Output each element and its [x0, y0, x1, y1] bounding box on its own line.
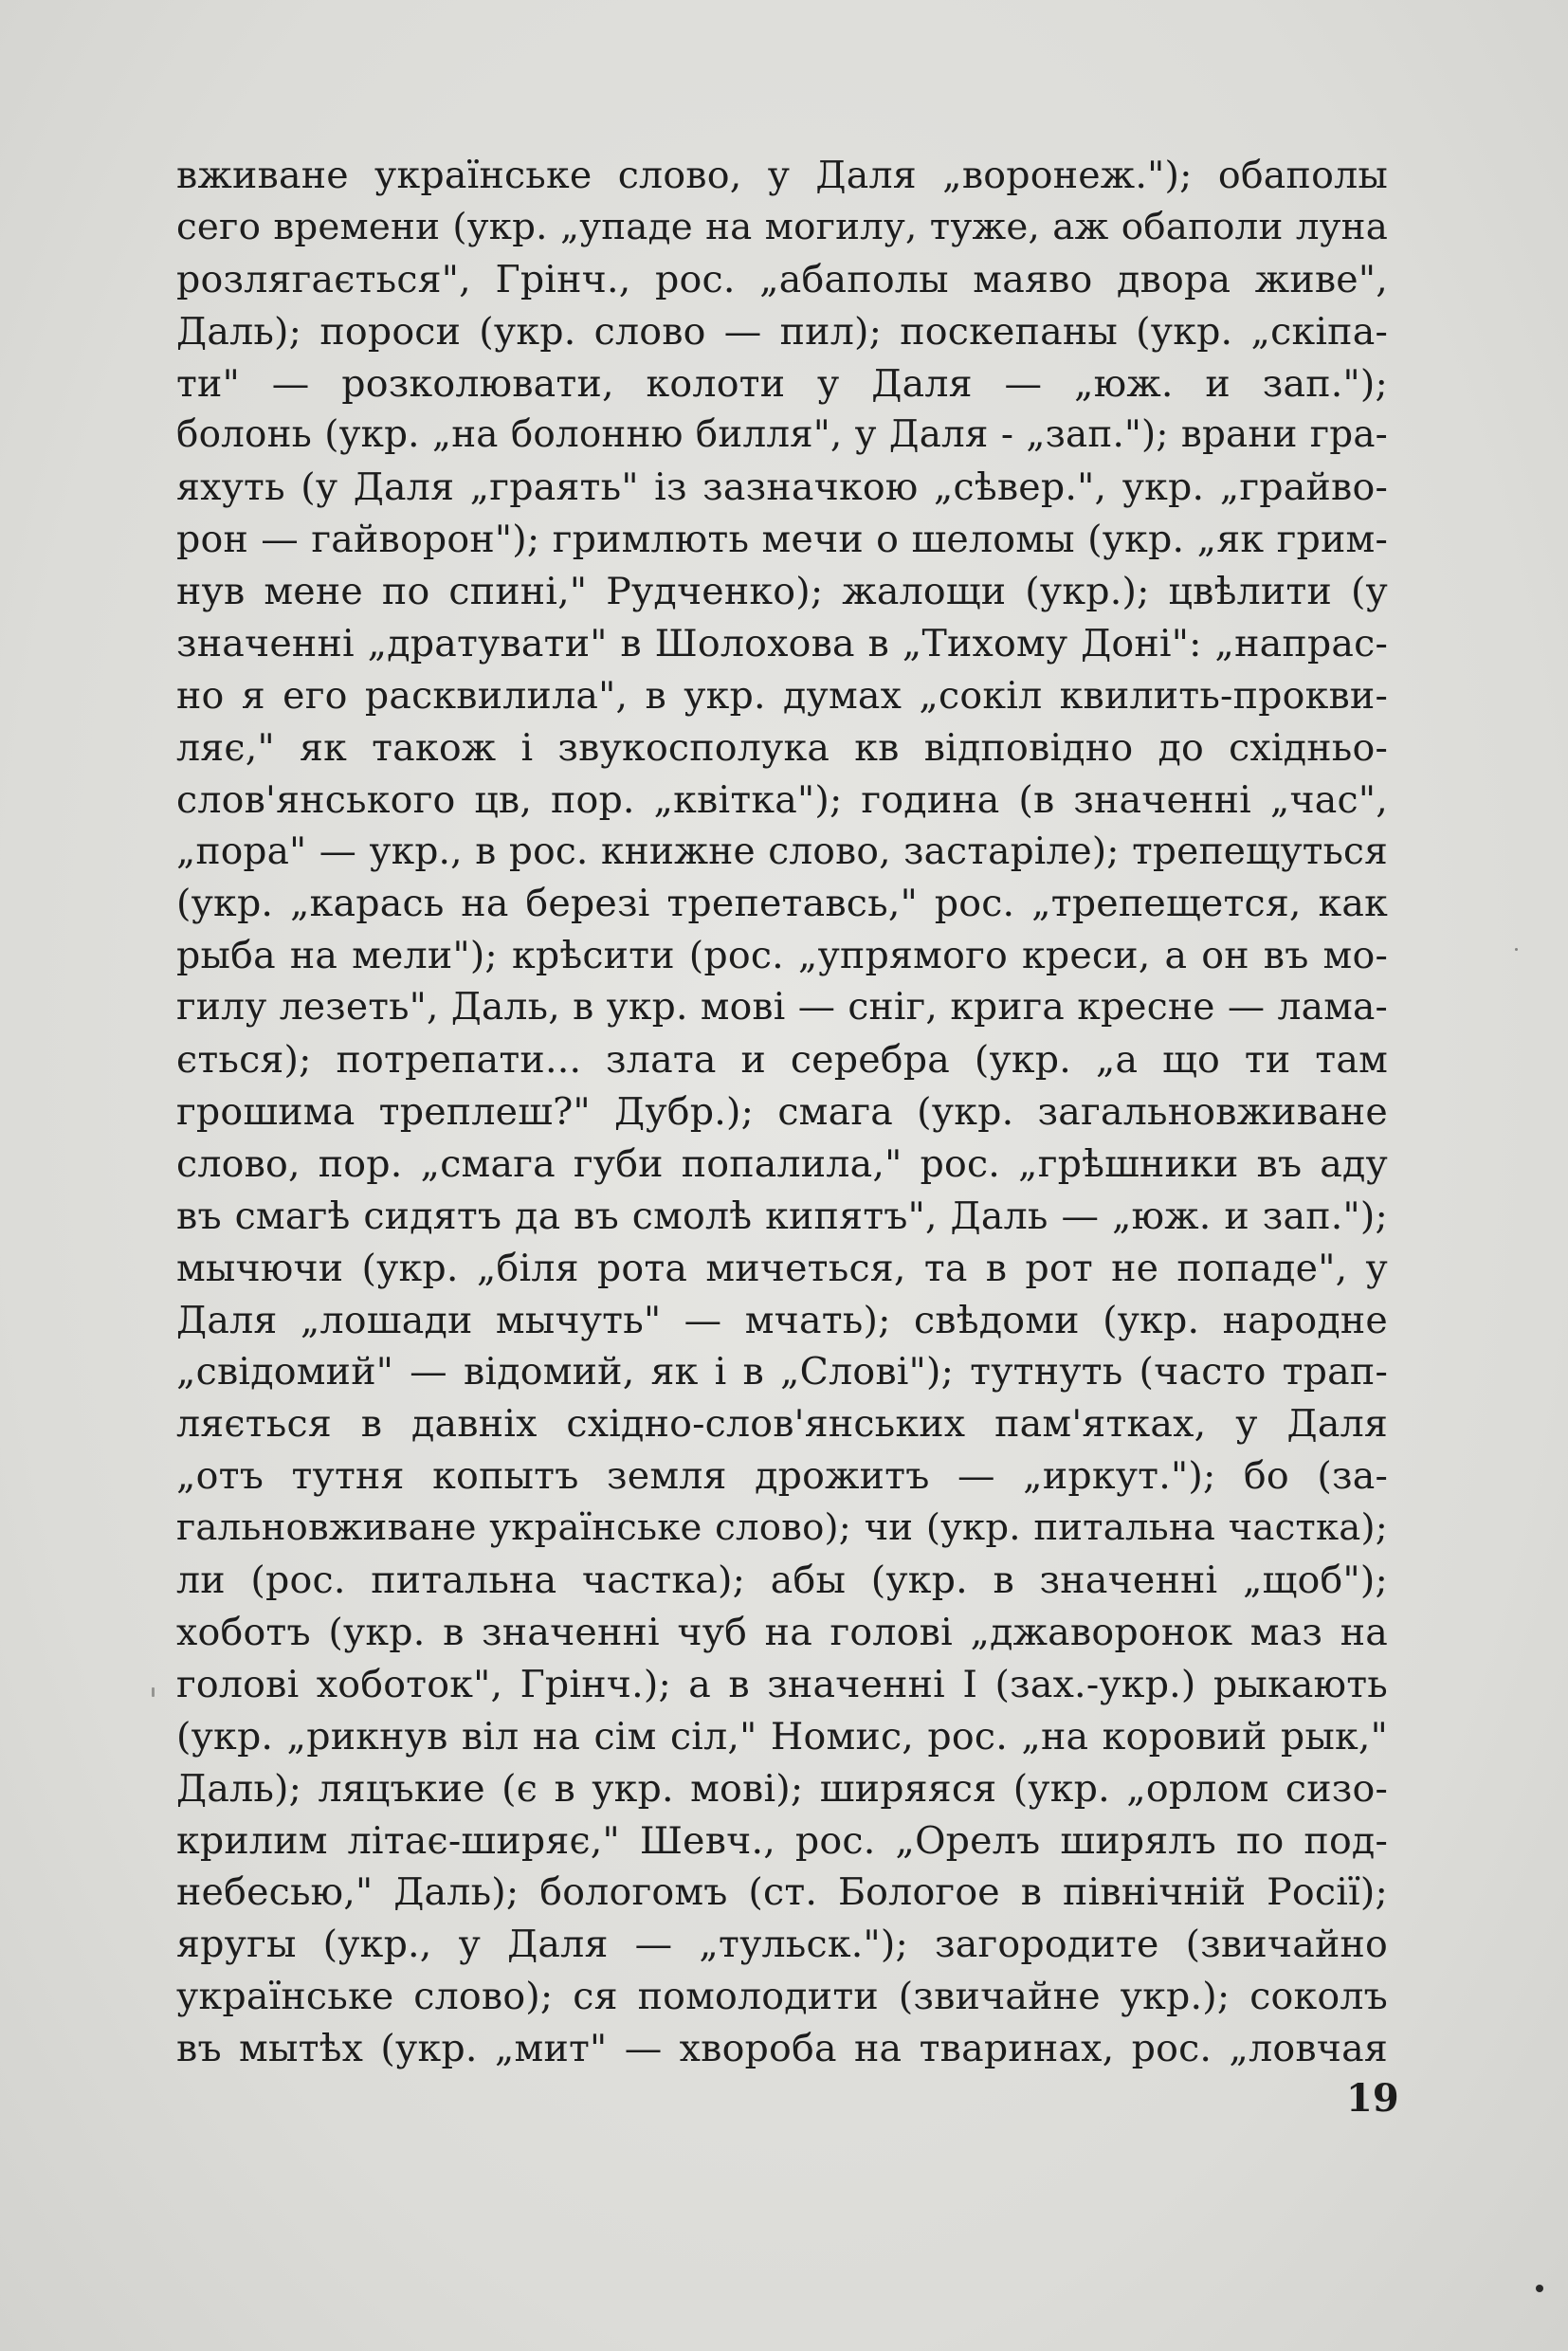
text-line: сего времени (укр. „упаде на могилу, туже, аж обаполи луна	[176, 205, 1388, 248]
paper-speck	[152, 1687, 155, 1697]
text-line: ляє," як також і звукосполука кв відповідно до східньо-	[176, 725, 1388, 770]
text-line: Даль); ляцъкие (є в укр. мові); ширяяся (укр. „орлом сизо-	[176, 1766, 1388, 1811]
text-line: розлягається", Грінч., рос. „абаполы маяво двора живе",	[176, 257, 1388, 301]
text-line: болонь (укр. „на болонню билля", у Даля - „зап."); врани гра-	[176, 413, 1388, 457]
text-line: ли (рос. питальна частка); абы (укр. в значенні „щоб");	[176, 1558, 1388, 1603]
text-line: Даля „лошади мычуть" — мчать); свѣдоми (укр. народне	[176, 1298, 1388, 1342]
text-line: Даль); пороси (укр. слово — пил); поскепаны (укр. „скіпа-	[176, 309, 1388, 354]
text-line: но я его расквилила", в укр. думах „сокіл квилить-прокви-	[176, 673, 1388, 718]
text-line: рон — гайворон"); гримлють мечи о шеломы (укр. „як грим-	[176, 518, 1388, 562]
text-line: хоботъ (укр. в значенні чуб на голові „джаворонок маз на	[176, 1610, 1388, 1654]
text-line: ється); потрепати... злата и серебра (укр. „а що ти там	[176, 1038, 1388, 1083]
body-text	[176, 150, 1388, 2075]
text-line: вживане українське слово, у Даля „воронеж."); обаполы	[176, 154, 1388, 197]
text-line: яхуть (у Даля „граять" із зазначкою „сѣвер.", укр. „грайво-	[176, 465, 1388, 510]
text-line: гилу лезеть", Даль, в укр. мові — сніг, крига кресне — лама-	[176, 986, 1388, 1030]
text-line: ляється в давніх східно-слов'янських пам'ятках, у Даля	[176, 1402, 1388, 1447]
text-line: небесью," Даль); бологомъ (ст. Бологое в північній Росії);	[176, 1870, 1388, 1915]
text-line: крилим літає-ширяє," Шевч., рос. „Орелъ ширялъ по под-	[176, 1818, 1388, 1863]
text-line: значенні „дратувати" в Шолохова в „Тихому Доні": „напрас-	[176, 622, 1388, 666]
text-line: слово, пор. „смага губи попалила," рос. „грѣшники въ аду	[176, 1141, 1388, 1186]
text-line: грошима треплеш?" Дубр.); смага (укр. загальновживане	[176, 1090, 1388, 1135]
paper-speck	[1515, 948, 1518, 951]
text-line: ти" — розколювати, колоти у Даля — „юж. и зап.");	[176, 361, 1388, 406]
text-line: въ смагѣ сидятъ да въ смолѣ кипятъ", Даль — „юж. и зап.");	[176, 1194, 1388, 1238]
text-line: яругы (укр., у Даля — „тульск."); загородите (звичайно	[176, 1923, 1388, 1967]
text-line: гальновживане українське слово); чи (укр. питальна частка);	[176, 1506, 1388, 1550]
text-line: голові хоботок", Грінч.); а в значенні I (зах.-укр.) рыкають	[176, 1662, 1388, 1706]
text-line: нув мене по спині," Рудченко); жалощи (укр.); цвѣлити (у	[176, 570, 1388, 614]
text-line: рыба на мели"); крѣсити (рос. „упрямого креси, а он въ мо-	[176, 934, 1388, 978]
text-line: (укр. „рикнув віл на сім сіл," Номис, рос. „на коровий рык,"	[176, 1714, 1388, 1759]
text-line: „отъ тутня копытъ земля дрожитъ — „иркут."); бо (за-	[176, 1454, 1388, 1499]
text-line: мычючи (укр. „біля рота мичеться, та в рот не попаде", у	[176, 1246, 1388, 1290]
text-line: слов'янського цв, пор. „квітка"); година (в значенні „час",	[176, 777, 1388, 822]
text-line: „пора" — укр., в рос. книжне слово, застаріле); трепещуться	[176, 829, 1388, 873]
page-number: 19	[1346, 2076, 1399, 2121]
text-line: „свідомий" — відомий, як і в „Слові"); тутнуть (часто трап-	[176, 1350, 1388, 1394]
paper-speck	[1536, 2285, 1543, 2292]
text-line: въ мытѣх (укр. „мит" — хвороба на тваринах, рос. „ловчая	[176, 2027, 1388, 2071]
text-line: (укр. „карась на березі трепетавсь," рос. „трепещется, как	[176, 882, 1388, 926]
text-line: українське слово); ся помолодити (звичайне укр.); соколъ	[176, 1975, 1388, 2019]
